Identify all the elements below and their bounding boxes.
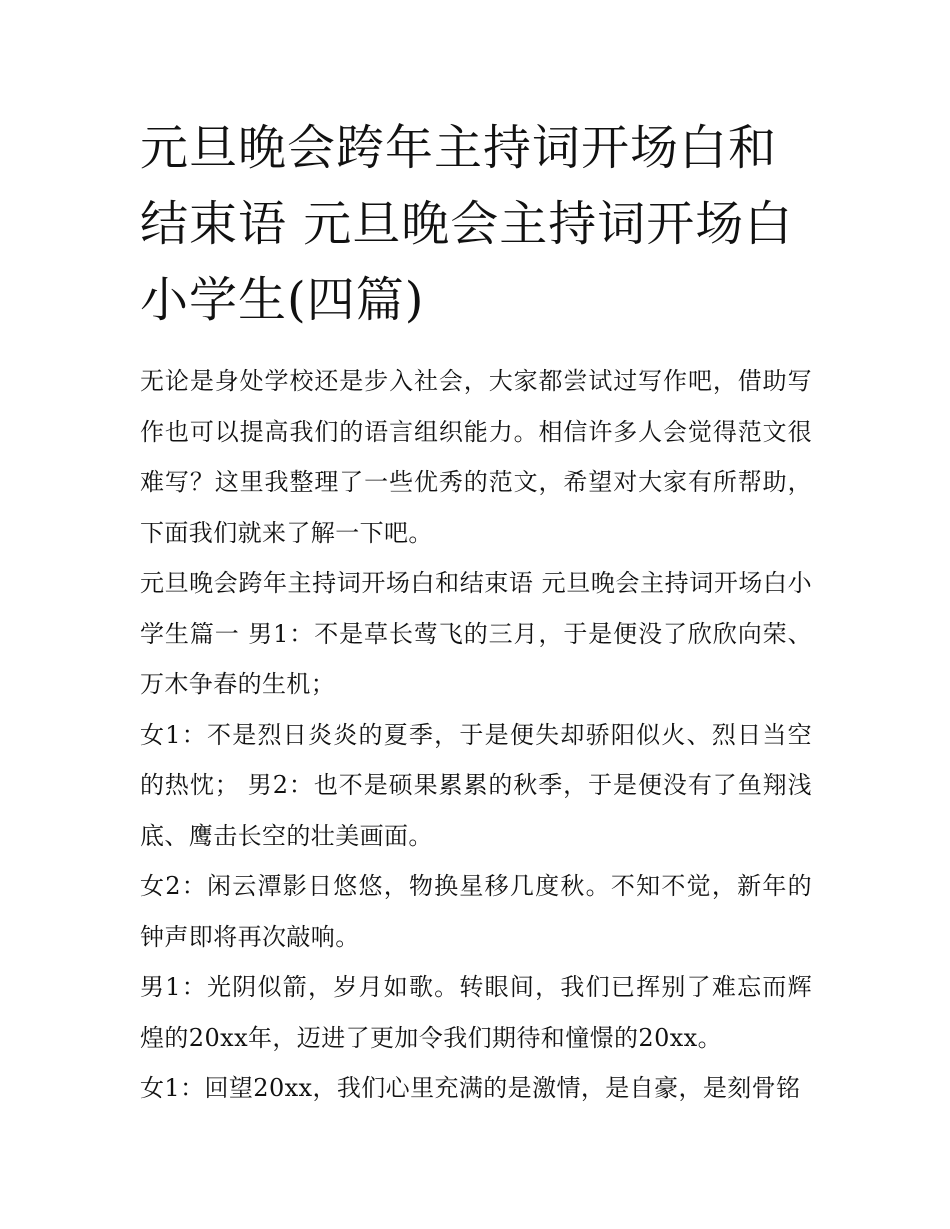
document-page bbox=[140, 110, 812, 1114]
paragraph-intro: 无论是身处学校还是步入社会，大家都尝试过写作吧，借助写作也可以提高我们的语言组织能力。相信许多人会觉得范文很难写？这里我整理了一些优秀的范文，希望对大家有所帮助，下面我们就来了解一下吧。 bbox=[140, 367, 812, 547]
paragraph-4: 男1：光阴似箭，岁月如歌。转眼间，我们已挥别了难忘而辉煌的20xx年，迈进了更加令我们期待和憧憬的20xx。 bbox=[140, 973, 812, 1052]
paragraph-3: 女2：闲云潭影日悠悠，物换星移几度秋。不知不觉，新年的钟声即将再次敲响。 bbox=[140, 872, 812, 951]
paragraph-5: 女1：回望20xx，我们心里充满的是激情，是自豪，是刻骨铭 bbox=[140, 1074, 801, 1102]
paragraph-2: 女1：不是烈日炎炎的夏季，于是便失却骄阳似火、烈日当空的热忱； 男2：也不是硕果累累的秋季，于是便没有了鱼翔浅底、鹰击长空的壮美画面。 bbox=[140, 720, 812, 850]
paragraph-1: 元旦晚会跨年主持词开场白和结束语 元旦晚会主持词开场白小学生篇一 男1：不是草长莺飞的三月，于是便没了欣欣向荣、万木争春的生机； bbox=[140, 569, 812, 698]
document-title: 元旦晚会跨年主持词开场白和结束语 元旦晚会主持词开场白小学生(四篇) bbox=[140, 120, 794, 328]
